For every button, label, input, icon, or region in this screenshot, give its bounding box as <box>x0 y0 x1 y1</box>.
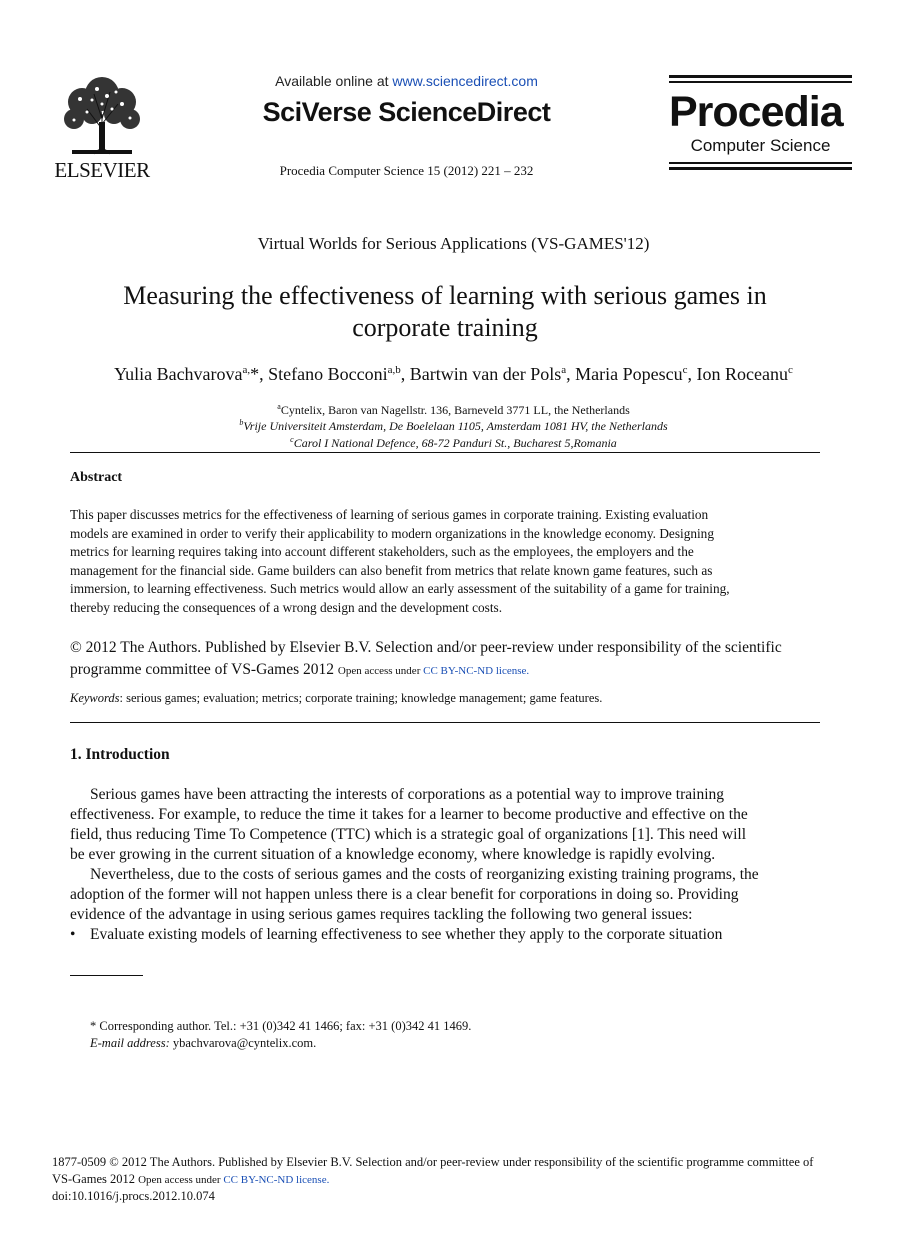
bullet-icon: • <box>70 926 76 943</box>
doi: doi:10.1016/j.procs.2012.10.074 <box>52 1189 215 1203</box>
abstract-text: This paper discusses metrics for the effectiveness of learning of serious games in corporate training. Existing evaluation models are examined in order to verify their applicability to modern organizations in the knowledge economy. Designing metrics for learning requires taking into account different stakeholders, such as the employees, the employers and the management for the financial side. Game builders can also benefit from metrics that relate known game features, such as immersion, to learning effectiveness. Such metrics would allow an early assessment of the suitability of a game for training, thereby reducing the consequences of a wrong design and the development costs. <box>70 507 730 615</box>
author: Yulia Bachvarova <box>114 364 243 384</box>
author: Bartwin van der Pols <box>409 364 562 384</box>
intro-heading: 1. Introduction <box>70 746 170 763</box>
license-link[interactable]: CC BY-NC-ND license. <box>423 665 530 677</box>
procedia-logo <box>669 75 852 173</box>
paper-title: Measuring the effectiveness of learning with serious games in corporate training <box>123 281 767 342</box>
bullet-item: • Evaluate existing models of learning effectiveness to see whether they apply to the corporate situation <box>70 926 723 943</box>
divider <box>70 452 820 453</box>
sciencedirect-link[interactable]: www.sciencedirect.com <box>392 73 538 89</box>
logo-rule <box>669 162 852 164</box>
author: Ion Roceanu <box>696 364 789 384</box>
corresponding-mark: * <box>250 364 260 384</box>
abstract-heading: Abstract <box>70 470 123 485</box>
logo-rule <box>669 167 852 170</box>
affiliation: $^b$Vrije Universiteit Amsterdam, De Boelelaan 1105, Amsterdam 1081 HV, the Netherlands <box>239 418 668 433</box>
logo-rule <box>669 75 852 78</box>
author-affil-mark: a <box>561 364 567 376</box>
affiliation: $^c$Carol I National Defence, 68-72 Panduri St., Bucharest 5,Romania <box>290 435 617 450</box>
conference-name: Virtual Worlds for Serious Applications (VS-GAMES'12) <box>257 234 650 253</box>
author-list: Yulia Bachvarova$^{a,}$*, Stefano Bocconi$^{a,b}$, Bartwin van der Pols$^a$, Maria Popescu$^c$, Ion Roceanu$^c$ <box>114 364 793 384</box>
author: Stefano Bocconi <box>268 364 388 384</box>
journal-name: Computer Science <box>690 136 831 155</box>
corresponding-author-note: * Corresponding author. Tel.: +31 (0)342 41 1466; fax: +31 (0)342 41 1469. <box>90 1019 472 1033</box>
affiliation: $^a$Cyntelix, Baron van Nagellstr. 136, Barneveld 3771 LL, the Netherlands <box>277 402 630 417</box>
author-affil-mark: a,b <box>387 364 401 376</box>
footnote-rule <box>70 975 143 976</box>
divider <box>70 722 820 723</box>
procedia-wordmark: Procedia <box>669 88 843 136</box>
elsevier-wordmark: ELSEVIER <box>54 158 150 182</box>
platform-logo: SciVerse ScienceDirect <box>262 97 551 127</box>
author-affil-mark: c <box>682 364 688 376</box>
footer: 1877-0509 © 2012 The Authors. Published by Elsevier B.V. Selection and/or peer-review under responsibility of the scientific programme committee of VS-Games 2012 Open access under CC BY-NC-ND license. doi:10.1016/j.procs.2012.10.074 <box>52 1154 862 1205</box>
footer-license-link[interactable]: CC BY-NC-ND license. <box>223 1173 330 1186</box>
copyright-notice: © 2012 The Authors. Published by Elsevier B.V. Selection and/or peer-review under responsibility of the scientific programme committee of VS-Games 2012 Open access under CC BY-NC-ND license. <box>70 639 782 678</box>
email-note: E-mail address: ybachvarova@cyntelix.com. <box>90 1036 317 1050</box>
journal-citation: Procedia Computer Science 15 (2012) 221 – 232 <box>279 163 534 178</box>
keywords: Keywords: serious games; evaluation; metrics; corporate training; knowledge management; game features. <box>70 691 603 705</box>
logo-rule <box>669 81 852 83</box>
author-affil-mark: c <box>788 364 793 376</box>
available-online: Available online at www.sciencedirect.com <box>275 73 538 89</box>
intro-paragraph: Serious games have been attracting the interests of corporations as a potential way to improve training effectiveness. For example, to reduce the time it takes for a learner to become productive and effective on the field, thus reducing Time To Competence (TTC) which is a strategic goal of organizations [1]. This need will be ever growing in the current situation of a knowledge economy, where knowledge is rapidly evolving. Nevertheless, due to the costs of serious games and the costs of reorganizing existing training programs, the adoption of the former will not happen unless there is a clear benefit for corporations in doing so. Providing evidence of the advantage in using serious games requires tackling the following two general issues: <box>70 786 759 923</box>
author-affil-mark: a, <box>242 364 251 376</box>
author: Maria Popescu <box>575 364 683 384</box>
